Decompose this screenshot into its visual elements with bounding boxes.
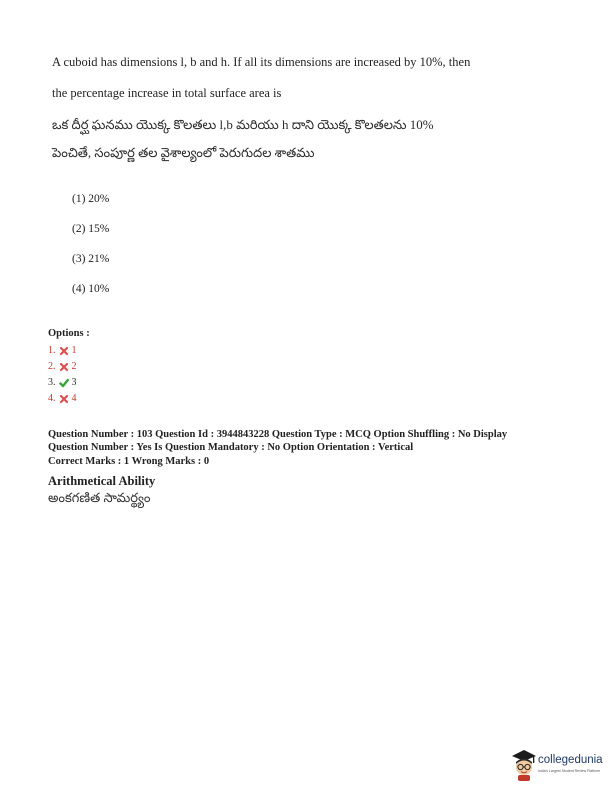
collegedunia-logo bbox=[510, 748, 605, 784]
marks-line: Correct Marks : 1 Wrong Marks : 0 bbox=[48, 456, 210, 467]
answer-option-2 bbox=[48, 361, 77, 373]
answer-number: 4. bbox=[48, 393, 56, 404]
question-telugu-line-2: పెంచితే, సంపూర్ణ తల వైశాల్యంలో పెరుగుదల శాతము bbox=[52, 145, 315, 160]
question-telugu-line-1: ఒక దీర్ఘ ఘనము యొక్క కొలతలు l,b మరియు h దాని యొక్క కొలతలను 10% bbox=[52, 117, 434, 132]
options-heading: Options : bbox=[48, 328, 90, 339]
answer-option-1 bbox=[48, 345, 77, 357]
question-meta-line-2: Question Number : Yes Is Question Mandatory : No Option Orientation : Vertical bbox=[48, 442, 414, 453]
section-title-telugu: అంకగణిత సామర్థ్యం bbox=[48, 490, 151, 505]
question-meta-line-1: Question Number : 103 Question Id : 3944843228 Question Type : MCQ Option Shuffling : No Display bbox=[48, 429, 508, 440]
answer-value: 2 bbox=[71, 361, 77, 372]
section-title: Arithmetical Ability bbox=[48, 474, 156, 488]
answer-value: 1 bbox=[71, 345, 77, 356]
answer-value: 3 bbox=[71, 377, 77, 388]
logo-wordmark: collegedunia bbox=[538, 754, 603, 766]
answer-number: 1. bbox=[48, 345, 56, 356]
answer-option-4 bbox=[48, 393, 77, 405]
choice-1: (1) 20% bbox=[72, 193, 110, 205]
choice-3: (3) 21% bbox=[72, 253, 110, 265]
wrong-icon bbox=[59, 394, 69, 404]
question-text-line-1: A cuboid has dimensions l, b and h. If all its dimensions are increased by 10%, then bbox=[52, 55, 471, 69]
answer-number: 2. bbox=[48, 361, 56, 372]
choice-2: (2) 15% bbox=[72, 223, 110, 235]
correct-icon bbox=[59, 378, 69, 388]
wrong-icon bbox=[59, 362, 69, 372]
choice-4: (4) 10% bbox=[72, 283, 110, 295]
graduate-mascot-icon bbox=[510, 748, 538, 782]
answer-option-3 bbox=[48, 377, 77, 389]
answer-number: 3. bbox=[48, 377, 56, 388]
answer-value: 4 bbox=[71, 393, 77, 404]
question-text-line-2: the percentage increase in total surface area is bbox=[52, 86, 282, 100]
logo-tagline: India's Largest Student Review Platform bbox=[538, 769, 601, 773]
wrong-icon bbox=[59, 346, 69, 356]
